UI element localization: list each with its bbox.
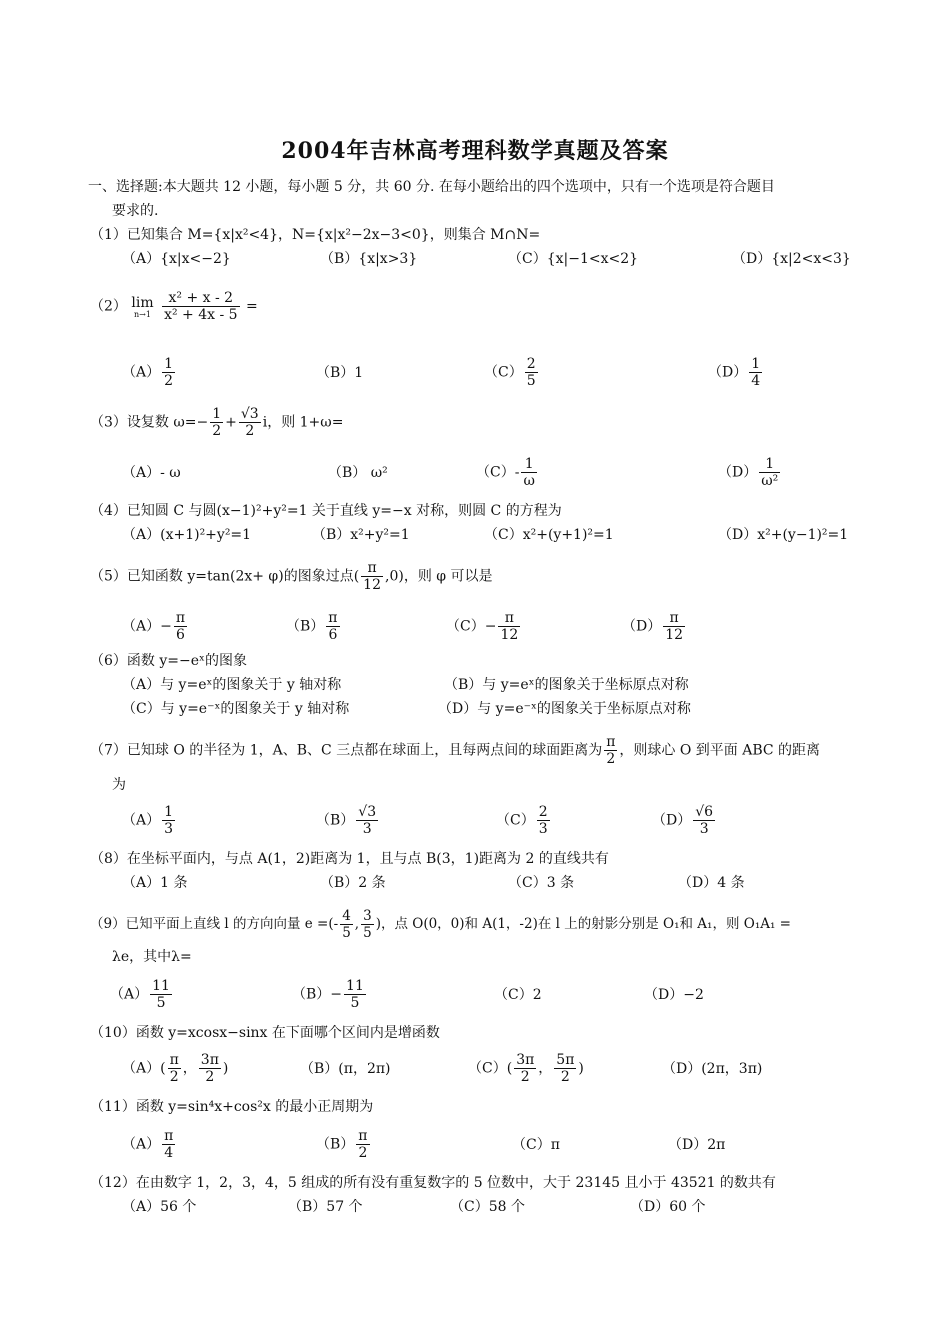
question-2-stem [90,290,258,323]
question-2-option-a: （A） $\frac{1}{2}$ [122,356,174,389]
question-10-option-a: （A）( $\frac{\pi}{2}$ ， $\frac{3\pi}{2}$ ) [122,1052,229,1085]
question-1-option-a: （A）{x|x<−2} [122,251,231,267]
question-5-stem: （5）已知函数 y=tan(2x+ φ)的图象过点( $\frac{\pi}{12}$ ,0)，则 φ 可以是 [90,560,493,593]
question-12-option-b: （B）57 个 [288,1199,363,1215]
question-7-stem-line2: 为 [112,777,126,793]
question-2-option-b: （B）1 [316,365,364,381]
question-2-fraction: $\frac{\text{x² + x - 2}}{\text{x² + 4x - 5}}$ [164,290,238,323]
question-10-option-c: （C）( $\frac{3\pi}{2}$ ， $\frac{5\pi}{2}$ ) [468,1052,584,1085]
question-9-option-c: （C）2 [494,987,542,1003]
question-4-option-a: （A）(x+1)²+y²=1 [122,527,252,543]
question-12-stem: （12）在由数字 1，2，3，4，5 组成的所有没有重复数字的 5 位数中，大于 23145 且小于 43521 的数共有 [90,1175,776,1191]
question-6-option-d: （D）与 y=e⁻ˣ的图象关于坐标原点对称 [438,701,691,717]
question-4-option-c: （C）x²+(y+1)²=1 [484,527,614,543]
question-11-option-c: （C）π [512,1137,560,1153]
question-11-option-a: （A） $\frac{\pi}{4}$ [122,1128,174,1161]
question-5-option-c: （C）− $\frac{\pi}{12}$ [446,610,519,643]
question-8-option-c: （C）3 条 [508,875,575,891]
question-1-option-b: （B）{x|x>3} [320,251,418,267]
question-5-option-a: （A）− $\frac{\pi}{6}$ [122,610,186,643]
question-6-option-a: （A）与 y=eˣ的图象关于 y 轴对称 [122,677,342,693]
page-title: 2004年吉林高考理科数学真题及答案 [281,138,669,164]
question-5-option-b: （B） $\frac{\pi}{6}$ [286,610,338,643]
question-1-option-d: （D）{x|2<x<3} [732,251,851,267]
question-11-option-b: （B） $\frac{\pi}{2}$ [316,1128,368,1161]
question-2-equals: = [246,298,258,315]
question-4-option-b: （B）x²+y²=1 [312,527,410,543]
question-7-option-c: （C） $\frac{2}{3}$ [496,804,548,837]
question-6-stem: （6）函数 y=−eˣ的图象 [90,653,247,669]
question-2-option-c: （C） $\frac{2}{5}$ [484,356,536,389]
question-9-stem-line2: λe，其中λ= [112,949,192,965]
question-8-option-b: （B）2 条 [320,875,386,891]
question-8-option-a: （A）1 条 [122,875,188,891]
question-9-option-d: （D）−2 [644,987,704,1003]
question-2-option-d: （D） $\frac{1}{4}$ [708,356,761,389]
question-6-option-b: （B）与 y=eˣ的图象关于坐标原点对称 [444,677,689,693]
question-3-option-b: （B） ω² [328,465,388,481]
question-11-option-d: （D）2π [668,1137,726,1153]
section-intro-line2: 要求的. [112,203,159,219]
section-intro-line1: 一、选择题:本大题共 12 小题，每小题 5 分，共 60 分. 在每小题给出的四个选项中，只有一个选项是符合题目 [88,179,775,195]
question-3-option-c: （C）- $\frac{1}{\omega}$ [476,456,535,489]
question-10-stem: （10）函数 y=xcosx−sinx 在下面哪个区间内是增函数 [90,1025,440,1041]
question-2-number: （2） [90,298,127,315]
question-9-stem: （9）已知平面上直线 l 的方向向量 e =(- $\frac{4}{5}$ , $\frac{3}{5}$ )，点 O(0，0)和 A(1，-2)在 l 上的射影分别是 O₁和 A₁，则 O₁A₁ = [90,908,791,941]
question-12-option-c: （C）58 个 [450,1199,525,1215]
question-7-option-b: （B） $\frac{√3}{3}$ [316,804,377,837]
question-12-option-a: （A）56 个 [122,1199,197,1215]
limit-symbol: lim n→1 [131,294,154,319]
question-5-option-d: （D） $\frac{\pi}{12}$ [622,610,684,643]
question-12-option-d: （D）60 个 [630,1199,706,1215]
question-10-option-d: （D）(2π，3π) [662,1061,763,1077]
question-6-option-c: （C）与 y=e⁻ˣ的图象关于 y 轴对称 [122,701,350,717]
question-1-option-c: （C）{x|−1<x<2} [508,251,639,267]
question-9-option-b: （B）− $\frac{11}{5}$ [292,978,364,1011]
question-4-stem: （4）已知圆 C 与圆(x−1)²+y²=1 关于直线 y=−x 对称，则圆 C 的方程为 [90,503,562,519]
question-3-stem: （3）设复数 ω=− $\frac{1}{2}$ + $\frac{√3}{2}$ i，则 1+ω= [90,406,344,439]
question-4-option-d: （D）x²+(y−1)²=1 [718,527,849,543]
question-7-stem: （7）已知球 O 的半径为 1，A、B、C 三点都在球面上，且每两点间的球面距离为 $\frac{\pi}{2}$ ，则球心 O 到平面 ABC 的距离 [90,734,821,767]
question-7-option-d: （D） $\frac{√6}{3}$ [652,804,714,837]
question-9-option-a: （A） $\frac{11}{5}$ [110,978,170,1011]
question-11-stem: （11）函数 y=sin⁴x+cos²x 的最小正周期为 [90,1099,374,1115]
question-8-option-d: （D）4 条 [678,875,745,891]
question-7-option-a: （A） $\frac{1}{3}$ [122,804,174,837]
question-1-stem: （1）已知集合 M={x|x²<4}，N={x|x²−2x−3<0}，则集合 M∩N= [90,227,541,243]
question-8-stem: （8）在坐标平面内，与点 A(1，2)距离为 1，且与点 B(3，1)距离为 2 的直线共有 [90,851,609,867]
question-3-option-a: （A）- ω [122,465,181,481]
question-10-option-b: （B）(π，2π) [300,1061,391,1077]
question-3-option-d: （D） $\frac{1}{\text{ω²}}$ [718,456,779,489]
